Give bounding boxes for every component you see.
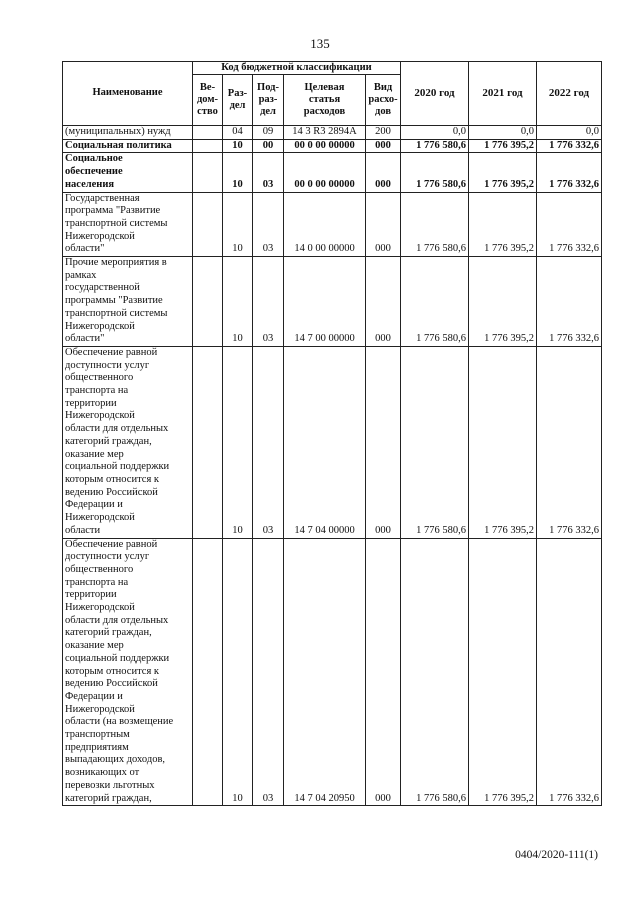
table-row	[63, 126, 602, 140]
cell-y2021: 1 776 395,2	[469, 192, 537, 257]
cell-vid: 000	[366, 346, 401, 538]
cell-y2021: 1 776 395,2	[469, 257, 537, 347]
header-2020: 2020 год	[401, 62, 469, 126]
cell-y2022: 1 776 332,6	[537, 346, 602, 538]
header-celevaya: Целевая статья расходов	[284, 75, 366, 126]
cell-ved	[193, 538, 223, 806]
cell-name: Государственная программа "Развитие транспортной системы Нижегородской области"	[63, 192, 193, 257]
cell-y2020: 1 776 580,6	[401, 192, 469, 257]
cell-vid: 000	[366, 538, 401, 806]
cell-razdel: 10	[223, 153, 253, 192]
cell-podrazdel: 03	[253, 257, 284, 347]
table-body	[63, 126, 602, 806]
budget-table	[62, 61, 602, 806]
header-2022: 2022 год	[537, 62, 602, 126]
cell-ved	[193, 139, 223, 153]
cell-vid: 000	[366, 139, 401, 153]
cell-y2020: 1 776 580,6	[401, 257, 469, 347]
header-vid: Вид расхо- дов	[366, 75, 401, 126]
cell-podrazdel: 09	[253, 126, 284, 140]
cell-name: Социальная политика	[63, 139, 193, 153]
cell-y2021: 1 776 395,2	[469, 139, 537, 153]
cell-y2020: 1 776 580,6	[401, 153, 469, 192]
header-vedomstvo: Ве- дом- ство	[193, 75, 223, 126]
cell-razdel: 04	[223, 126, 253, 140]
cell-vid: 000	[366, 153, 401, 192]
cell-name: Обеспечение равной доступности услуг общественного транспорта на территории Нижегородской области для отдельных категорий граждан, оказание мер социальной поддержки которым относится к ведению Российской Федерации и Нижегородской области (на возмещение транспортным предприятиям выпадающих доходов, возникающих от перевозки льготных категорий граждан,	[63, 538, 193, 806]
cell-cs: 14 0 00 00000	[284, 192, 366, 257]
cell-vid: 200	[366, 126, 401, 140]
cell-y2021: 1 776 395,2	[469, 153, 537, 192]
cell-y2021: 1 776 395,2	[469, 346, 537, 538]
cell-y2022: 0,0	[537, 126, 602, 140]
cell-ved	[193, 192, 223, 257]
cell-ved	[193, 153, 223, 192]
header-code-group: Код бюджетной классификации	[193, 62, 401, 75]
cell-razdel: 10	[223, 538, 253, 806]
cell-cs: 14 7 00 00000	[284, 257, 366, 347]
document-code: 0404/2020-111(1)	[515, 849, 598, 861]
cell-name: Социальное обеспечение населения	[63, 153, 193, 192]
cell-podrazdel: 00	[253, 139, 284, 153]
cell-name: Обеспечение равной доступности услуг общественного транспорта на территории Нижегородской области для отдельных категорий граждан, оказание мер социальной поддержки которым относится к ведению Российской Федерации и Нижегородской области	[63, 346, 193, 538]
cell-cs: 14 7 04 20950	[284, 538, 366, 806]
cell-y2022: 1 776 332,6	[537, 139, 602, 153]
cell-y2020: 0,0	[401, 126, 469, 140]
header-2021: 2021 год	[469, 62, 537, 126]
header-razdel: Раз- дел	[223, 75, 253, 126]
cell-y2022: 1 776 332,6	[537, 538, 602, 806]
cell-y2020: 1 776 580,6	[401, 346, 469, 538]
cell-razdel: 10	[223, 257, 253, 347]
cell-podrazdel: 03	[253, 346, 284, 538]
cell-razdel: 10	[223, 192, 253, 257]
cell-razdel: 10	[223, 139, 253, 153]
page-number: 135	[310, 36, 330, 51]
cell-ved	[193, 346, 223, 538]
table-row	[63, 257, 602, 347]
cell-vid: 000	[366, 257, 401, 347]
cell-y2021: 1 776 395,2	[469, 538, 537, 806]
cell-y2022: 1 776 332,6	[537, 257, 602, 347]
cell-cs: 14 7 04 00000	[284, 346, 366, 538]
table-row	[63, 192, 602, 257]
table-row	[63, 346, 602, 538]
cell-y2021: 0,0	[469, 126, 537, 140]
cell-cs: 14 3 R3 2894A	[284, 126, 366, 140]
cell-ved	[193, 257, 223, 347]
cell-y2022: 1 776 332,6	[537, 192, 602, 257]
cell-razdel: 10	[223, 346, 253, 538]
cell-podrazdel: 03	[253, 153, 284, 192]
cell-vid: 000	[366, 192, 401, 257]
table-row	[63, 139, 602, 153]
cell-y2020: 1 776 580,6	[401, 139, 469, 153]
table-row	[63, 153, 602, 192]
cell-name: Прочие мероприятия в рамках государственной программы "Развитие транспортной системы Нижегородской области"	[63, 257, 193, 347]
header-name: Наименование	[63, 62, 193, 126]
table-row	[63, 538, 602, 806]
cell-podrazdel: 03	[253, 538, 284, 806]
cell-y2020: 1 776 580,6	[401, 538, 469, 806]
cell-name: (муниципальных) нужд	[63, 126, 193, 140]
cell-cs: 00 0 00 00000	[284, 153, 366, 192]
cell-y2022: 1 776 332,6	[537, 153, 602, 192]
cell-podrazdel: 03	[253, 192, 284, 257]
cell-cs: 00 0 00 00000	[284, 139, 366, 153]
header-podrazdel: Под- раз- дел	[253, 75, 284, 126]
cell-ved	[193, 126, 223, 140]
